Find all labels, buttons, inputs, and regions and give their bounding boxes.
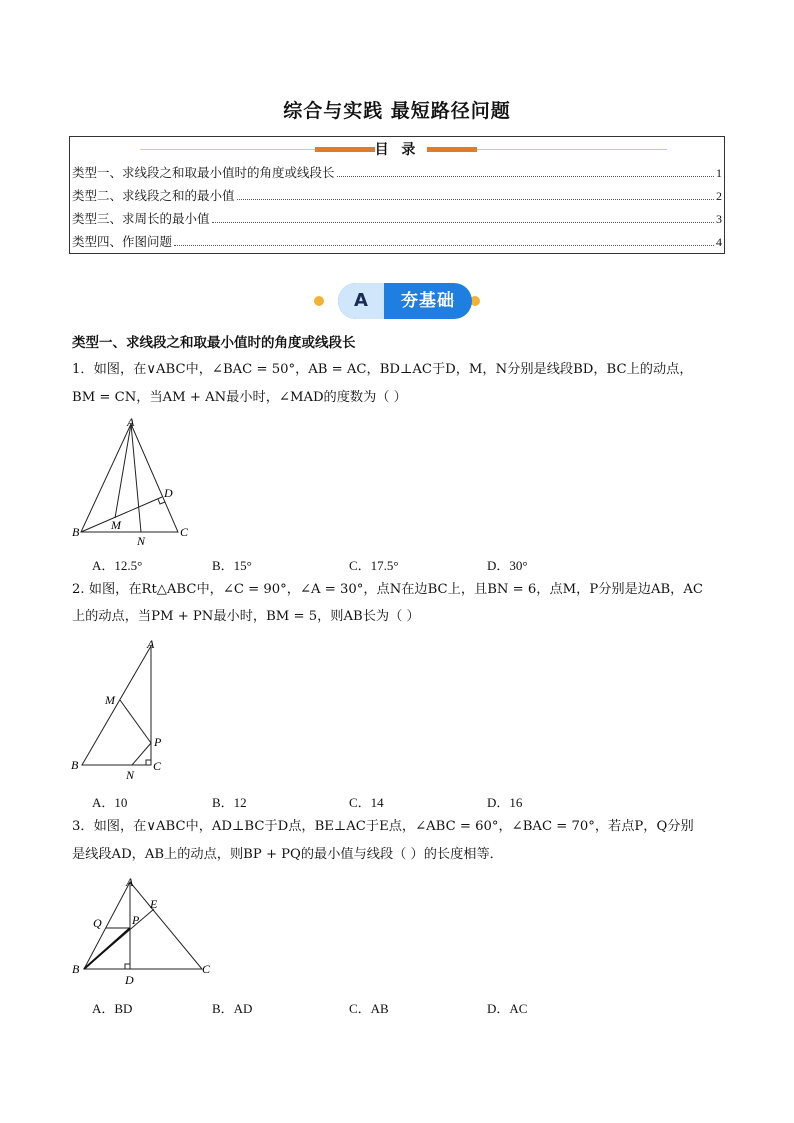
page-title: 综合与实践 最短路径问题 <box>283 100 511 122</box>
toc-item-page: 3 <box>716 212 722 226</box>
toc-header <box>70 139 724 157</box>
question-1-line-1: 1．如图，在∨ABC中，∠BAC = 50°，AB = AC，BD⊥AC于D，M，N分别是线段BD，BC上的动点， <box>72 362 693 377</box>
toc-item-label: 类型三、求周长的最小值 <box>72 211 210 226</box>
figure-label: N <box>126 768 135 782</box>
toc-title: 目 录 <box>374 142 420 158</box>
q1-option-d[interactable]: D．30° <box>487 558 528 573</box>
toc-item[interactable] <box>72 182 722 204</box>
q1-option-c[interactable]: C．17.5° <box>349 558 399 573</box>
figure-label: C <box>153 759 162 773</box>
figure-label: N <box>137 534 146 548</box>
figure-label: C <box>180 525 189 539</box>
toc-item[interactable] <box>72 159 722 181</box>
q2-option-b[interactable]: B．12 <box>212 795 247 810</box>
question-2-figure <box>68 634 178 784</box>
figure-label: A <box>127 415 135 429</box>
toc-item[interactable] <box>72 205 722 227</box>
q2-option-d[interactable]: D．16 <box>487 795 523 810</box>
toc-item-label: 类型四、作图问题 <box>72 234 173 249</box>
figure-label: B <box>72 962 80 976</box>
figure-label: M <box>105 693 115 707</box>
q1-option-a[interactable]: A．12.5° <box>92 558 143 573</box>
q3-option-b[interactable]: B．AD <box>212 1001 253 1016</box>
toc-divider-right <box>477 149 667 150</box>
figure-label: P <box>154 735 162 749</box>
question-3-line-1: 3．如图，在∨ABC中，AD⊥BC于D点，BE⊥AC于E点，∠ABC = 60°，∠BAC = 70°，若点P，Q分别 <box>72 819 694 834</box>
question-2-line-1: 2. 如图，在Rt△ABC中，∠C = 90°，∠A = 30°，点N在边BC上，且BN = 6，点M，P分别是边AB，AC <box>72 582 703 597</box>
figure-label: B <box>71 758 79 772</box>
banner-text: 夯基础 <box>401 291 455 311</box>
q1-option-b[interactable]: B．15° <box>212 558 252 573</box>
figure-label: D <box>125 973 134 987</box>
figure-label: P <box>132 913 140 927</box>
figure-label: A <box>126 875 134 889</box>
question-2-line-2: 上的动点，当PM + PN最小时，BM = 5，则AB长为（ ） <box>72 609 420 624</box>
toc-item-page: 2 <box>716 189 722 203</box>
toc-item[interactable] <box>72 228 722 250</box>
question-1-figure <box>68 414 196 549</box>
toc-item-page: 1 <box>716 166 722 180</box>
q3-option-a[interactable]: A．BD <box>92 1001 133 1016</box>
q3-option-c[interactable]: C．AB <box>349 1001 389 1016</box>
q2-option-a[interactable]: A．10 <box>92 795 128 810</box>
question-1-line-2: BM = CN，当AM + AN最小时，∠MAD的度数为（ ） <box>72 390 407 405</box>
section-banner <box>236 281 558 321</box>
figure-label: E <box>150 897 158 911</box>
figure-label: M <box>111 518 121 532</box>
banner-dot-left <box>314 296 324 306</box>
figure-label: B <box>72 525 80 539</box>
figure-label: C <box>202 962 211 976</box>
table-of-contents <box>69 136 725 254</box>
figure-label: Q <box>93 916 102 930</box>
figure-label: A <box>147 637 155 651</box>
toc-accent-right <box>427 147 477 152</box>
toc-item-label: 类型二、求线段之和的最小值 <box>72 188 235 203</box>
section-heading: 类型一、求线段之和取最小值时的角度或线段长 <box>72 335 356 351</box>
banner-letter: A <box>354 290 368 311</box>
question-3-figure <box>68 872 218 988</box>
q3-option-d[interactable]: D．AC <box>487 1001 528 1016</box>
toc-item-label: 类型一、求线段之和取最小值时的角度或线段长 <box>72 165 335 180</box>
question-3-line-2: 是线段AD，AB上的动点，则BP + PQ的最小值与线段（ ）的长度相等． <box>72 847 503 862</box>
q2-option-c[interactable]: C．14 <box>349 795 384 810</box>
toc-item-page: 4 <box>716 235 722 249</box>
figure-label: D <box>164 486 173 500</box>
